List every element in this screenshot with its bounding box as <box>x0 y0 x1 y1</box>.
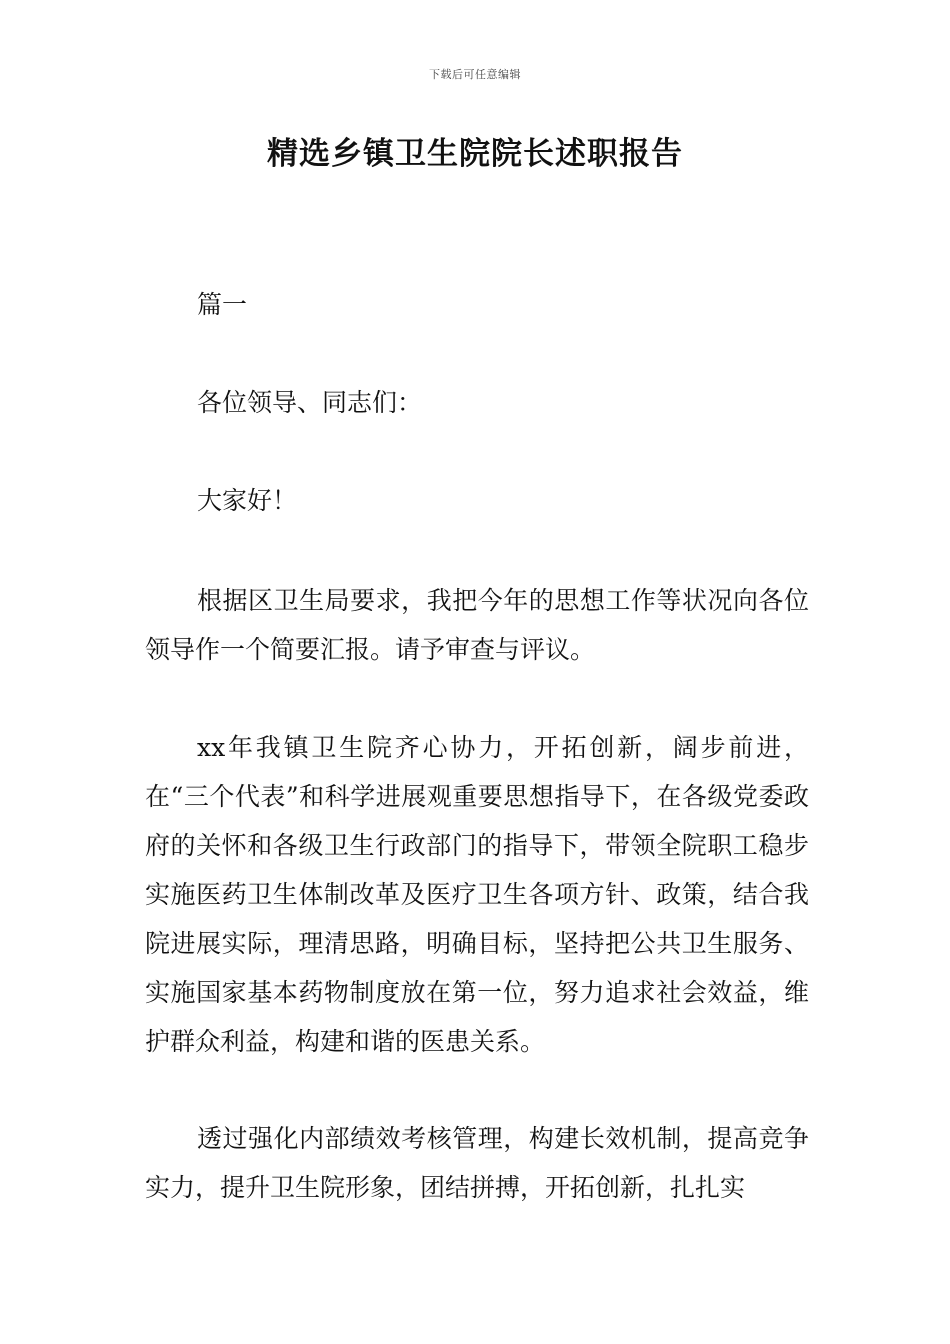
body-paragraph: 透过强化内部绩效考核管理，构建长效机制，提高竞争实力，提升卫生院形象，团结拼搏，开拓创新，扎扎实 <box>145 1124 809 1202</box>
body-paragraph: xx年我镇卫生院齐心协力，开拓创新，阔步前进，在“三个代表”和科学进展观重要思想指导下，在各级党委政府的关怀和各级卫生行政部门的指导下，带领全院职工稳步实施医药卫生体制改革及医疗卫生各项方针、政策，结合我院进展实际，理清思路，明确目标，坚持把公共卫生服务、实施国家基本药物制度放在第一位，努力追求社会效益，维护群众利益，构建和谐的医患关系。 <box>145 733 809 1056</box>
document-title: 精选乡镇卫生院院长述职报告 <box>267 136 683 172</box>
salutation: 各位领导、同志们： <box>197 388 423 417</box>
section-heading: 篇一 <box>197 290 248 319</box>
greeting: 大家好！ <box>197 486 298 515</box>
header-note: 下载后可任意编辑 <box>429 68 521 81</box>
body-paragraph: 根据区卫生局要求，我把今年的思想工作等状况向各位领导作一个简要汇报。请予审查与评议。 <box>145 586 809 664</box>
